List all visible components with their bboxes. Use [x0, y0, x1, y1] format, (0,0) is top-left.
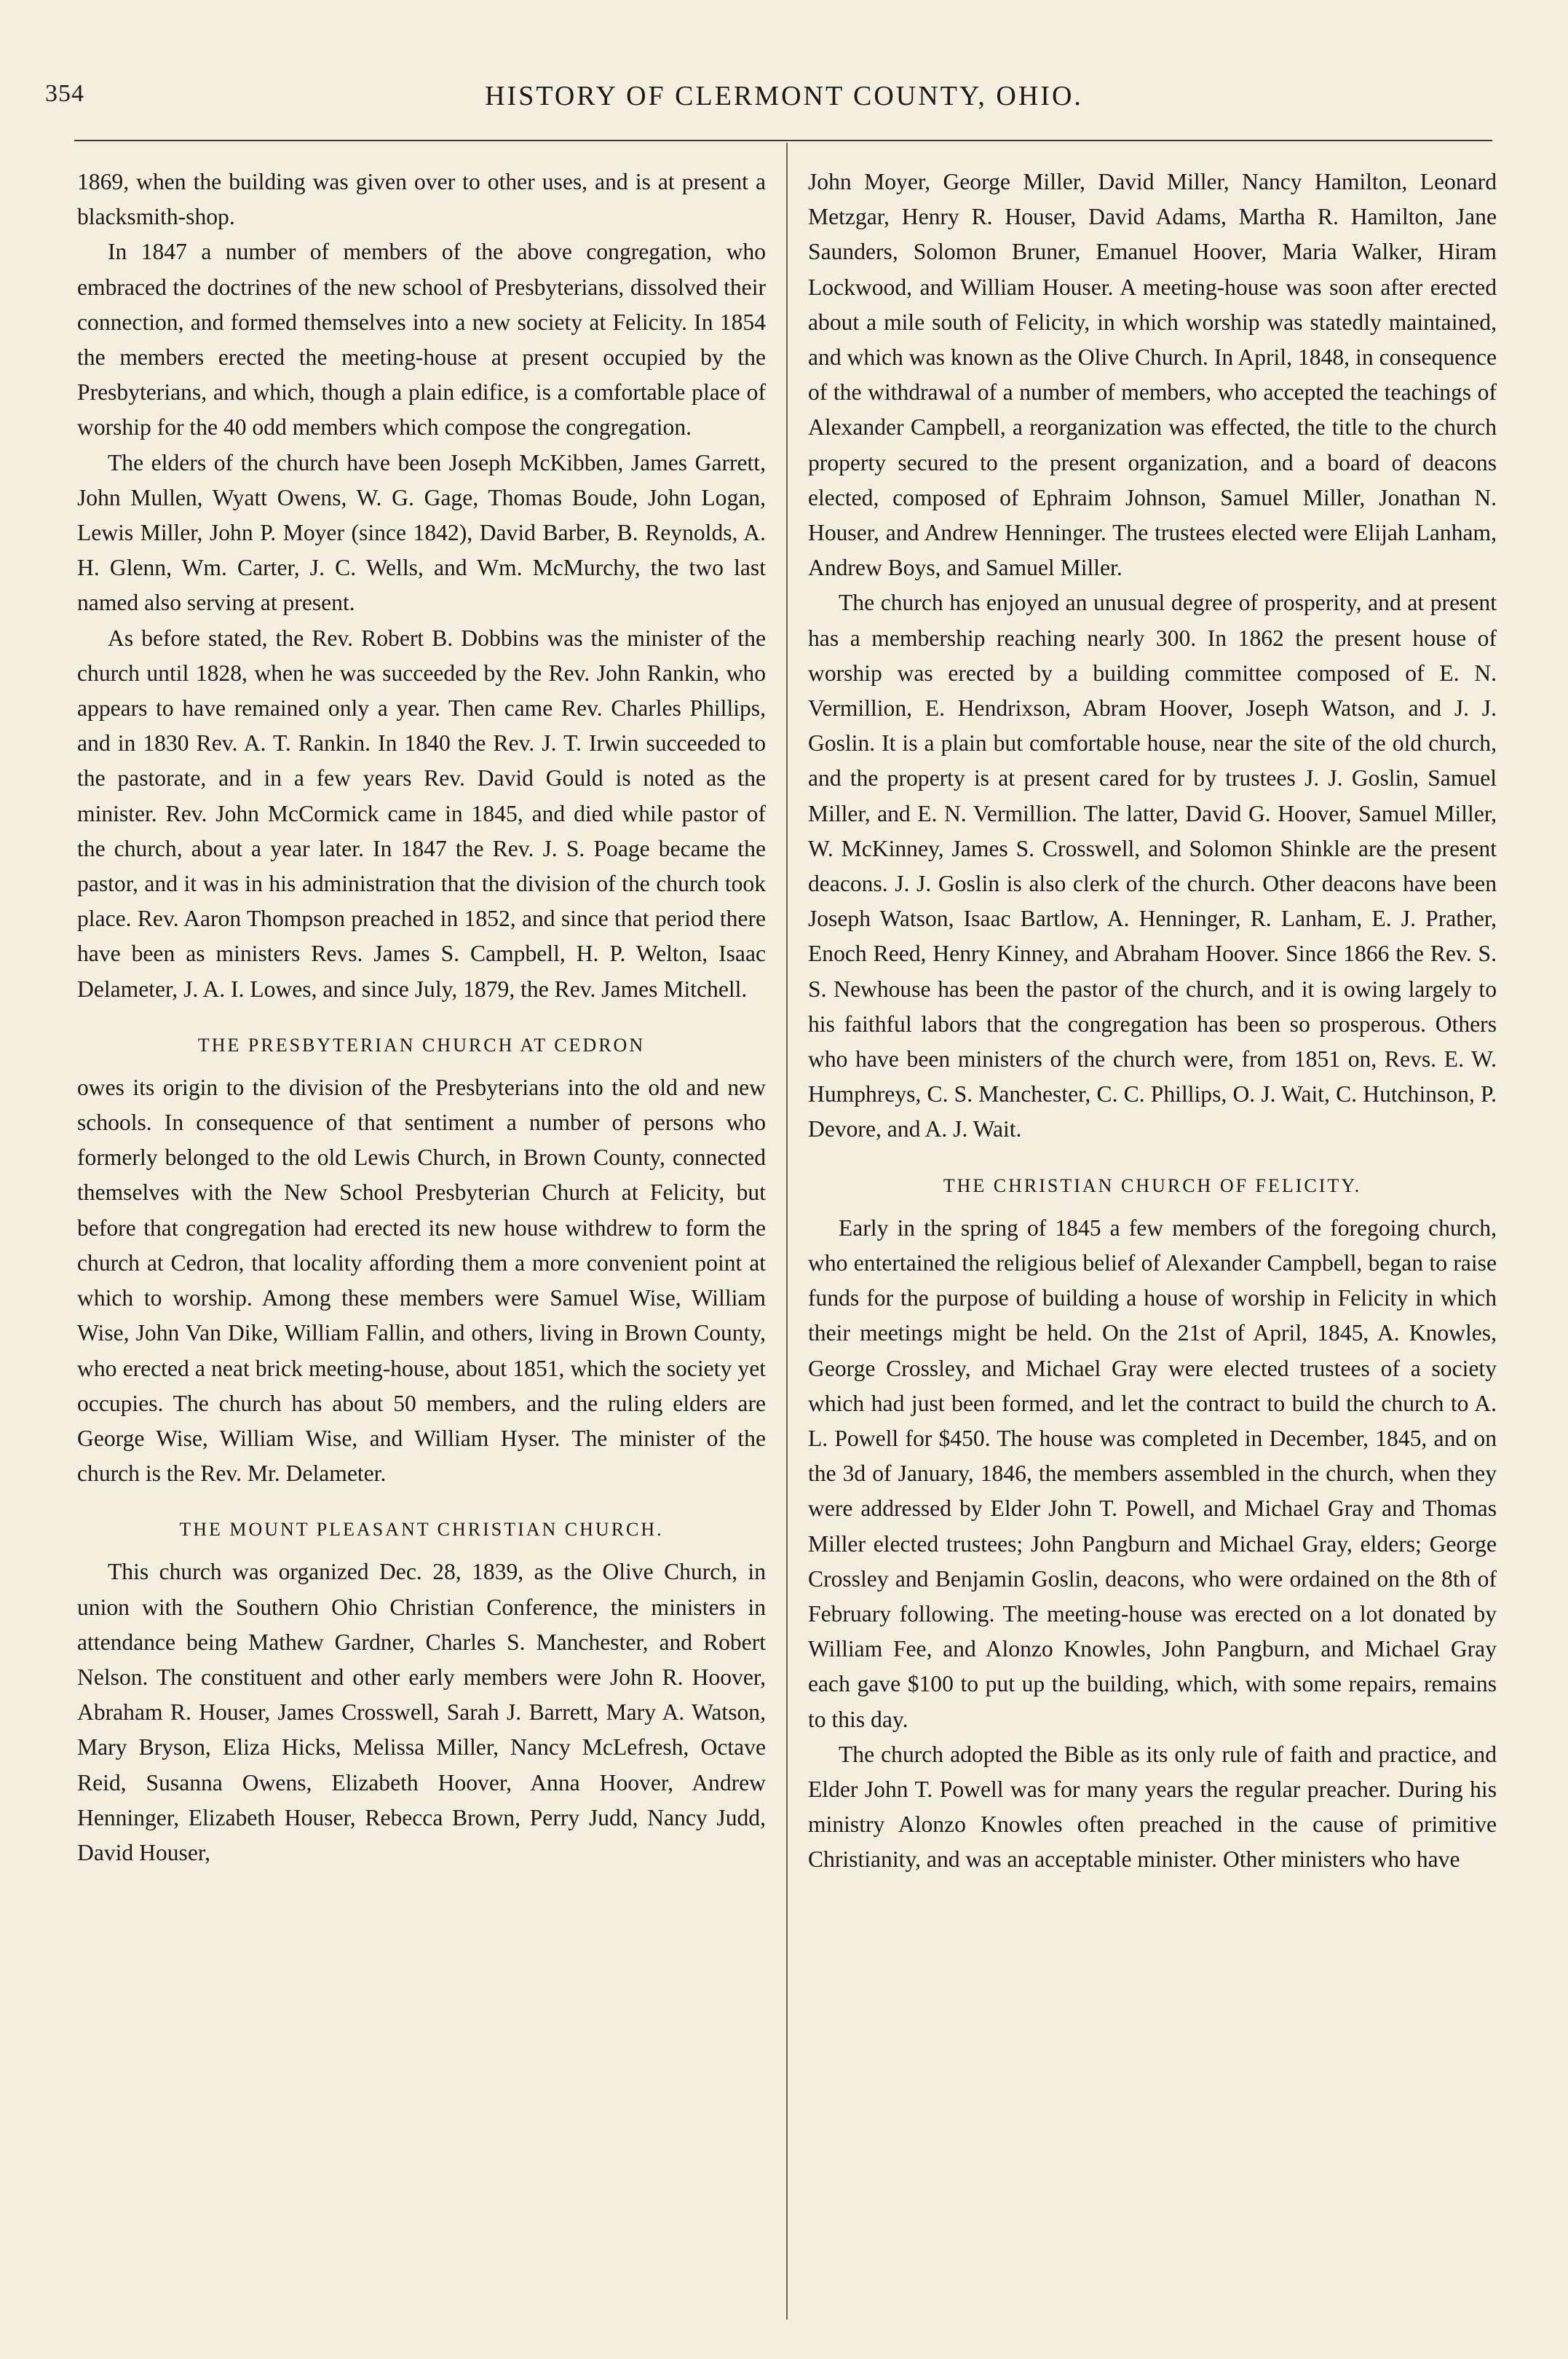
section-heading: THE CHRISTIAN CHURCH OF FELICITY. [943, 1174, 1362, 1196]
paragraph: Early in the spring of 1845 a few members of the foregoing church, who entertained the religious belief of Alexander Campbell, began to raise funds for the purpose of building a house of worship in Felicity in which their meetings might be held. On the 21st of April, 1845, A. Knowles, George Crossley, and Michael Gray were elected trustees of a society which had just been formed, and let the contract to build the church to A. L. Powell for $450. The house was completed in December, 1845, and on the 3d of January, 1846, the members assembled in the church, when they were addressed by Elder John T. Powell, and Michael Gray and Thomas Miller elected trustees; John Pangburn and Michael Gray, elders; George Crossley and Benjamin Goslin, deacons, who were ordained on the 8th of February following. The meeting-house was erected on a lot donated by William Fee, and Alonzo Knowles, John Pangburn, and Michael Gray each gave $100 to put up the building, which, with some repairs, remains to this day. [808, 1214, 1497, 1732]
paragraph: As before stated, the Rev. Robert B. Dobbins was the minister of the church until 1828, when he was succeeded by the Rev. John Rankin, who appears to have remained only a year. Then came Rev. Charles Phillips, and in 1830 Rev. A. T. Rankin. In 1840 the Rev. J. T. Irwin succeeded to the pastorate, and in a few years Rev. David Gould is noted as the minister. Rev. John McCormick came in 1845, and died while pastor of the church, about a year later. In 1847 the Rev. J. S. Poage became the pastor, and it was in his administration that the division of the church took place. Rev. Aaron Thompson preached in 1852, and since that period there have been as ministers Revs. James S. Campbell, H. P. Welton, Isaac Delameter, J. A. I. Lowes, and since July, 1879, the Rev. James Mitchell. [77, 625, 766, 1002]
paragraph: This church was organized Dec. 28, 1839, as the Olive Church, in union with the Southern Ohio Christian Conference, the ministers in attendance being Mathew Gardner, Charles S. Manchester, and Robert Nelson. The constituent and other early members were John R. Hoover, Abraham R. Houser, James Crosswell, Sarah J. Barrett, Mary A. Watson, Mary Bryson, Eliza Hicks, Melissa Miller, Nancy McLefresh, Octave Reid, Susanna Owens, Elizabeth Hoover, Anna Hoover, Andrew Henninger, Elizabeth Houser, Rebecca Brown, Perry Judd, Nancy Judd, David Houser, [77, 1559, 766, 1865]
column-divider [786, 143, 788, 2320]
paragraph: The elders of the church have been Joseph McKibben, James Garrett, John Mullen, Wyatt Owens, W. G. Gage, Thomas Boude, John Logan, Lewis Miller, John P. Moyer (since 1842), David Barber, B. Reynolds, A. H. Glenn, Wm. Carter, J. C. Wells, and Wm. McMurchy, the two last named also serving at present. [77, 449, 766, 616]
right-column [808, 165, 1497, 1878]
paragraph: 1869, when the building was given over to other uses, and is at present a blacksmith-shop. [77, 169, 766, 230]
page-header [45, 80, 1523, 121]
header-rule [74, 140, 1492, 141]
paragraph: The church has enjoyed an unusual degree of prosperity, and at present has a membership reaching nearly 300. In 1862 the present house of worship was erected by a building committee composed of E. N. Vermillion, E. Hendrixson, Abram Hoover, Joseph Watson, and J. J. Goslin. It is a plain but comfortable house, near the site of the old church, and the property is at present cared for by trustees J. J. Goslin, Samuel Miller, and E. N. Vermillion. The latter, David G. Hoover, Samuel Miller, W. McKinney, James S. Crosswell, and Solomon Shinkle are the present deacons. J. J. Goslin is also clerk of the church. Other deacons have been Joseph Watson, Isaac Bartlow, A. Henninger, R. Lanham, E. J. Prather, Enoch Reed, Henry Kinney, and Abraham Hoover. Since 1866 the Rev. S. S. Newhouse has been the pastor of the church, and it is owing largely to his faithful labors that the congregation has been so prosperous. Others who have been ministers of the church were, from 1851 on, Revs. E. W. Humphreys, C. S. Manchester, C. C. Phillips, O. J. Wait, C. Hutchinson, P. Devore, and A. J. Wait. [808, 590, 1497, 1142]
paragraph: John Moyer, George Miller, David Miller, Nancy Hamilton, Leonard Metzgar, Henry R. Houser, David Adams, Martha R. Hamilton, Jane Saunders, Solomon Bruner, Emanuel Hoover, Maria Walker, Hiram Lockwood, and William Houser. A meeting-house was soon after erected about a mile south of Felicity, in which worship was statedly maintained, and which was known as the Olive Church. In April, 1848, in consequence of the withdrawal of a number of members, who accepted the teachings of Alexander Campbell, a reorganization was effected, the title to the church property secured to the present organization, and a board of deacons elected, composed of Ephraim Johnson, Samuel Miller, Jonathan N. Houser, and Andrew Henninger. The trustees elected were Elijah Lanham, Andrew Boys, and Samuel Miller. [808, 169, 1497, 581]
section-heading: THE PRESBYTERIAN CHURCH AT CEDRON [197, 1034, 646, 1056]
paragraph: The church adopted the Bible as its only rule of faith and practice, and Elder John T. Powell was for many years the regular preacher. During his ministry Alonzo Knowles often preached in the cause of primitive Christianity, and was an acceptable minister. Other ministers who have [808, 1741, 1497, 1873]
left-column [77, 165, 766, 1870]
paragraph: owes its origin to the division of the Presbyterians into the old and new schools. In consequence of that sentiment a number of persons who formerly belonged to the old Lewis Church, in Brown County, connected themselves with the New School Presbyterian Church at Felicity, but before that congregation had erected its new house withdrew to form the church at Cedron, that locality affording them a more convenient point at which to worship. Among these members were Samuel Wise, William Wise, John Van Dike, William Fallin, and others, living in Brown County, who erected a neat brick meeting-house, about 1851, which the society yet occupies. The church has about 50 members, and the ruling elders are George Wise, William Wise, and William Hyser. The minister of the church is the Rev. Mr. Delameter. [77, 1074, 766, 1487]
page-number: 354 [45, 80, 84, 107]
running-head: HISTORY OF CLERMONT COUNTY, OHIO. [485, 81, 1083, 111]
section-heading: THE MOUNT PLEASANT CHRISTIAN CHURCH. [179, 1519, 664, 1541]
paragraph: In 1847 a number of members of the above congregation, who embraced the doctrines of the new school of Presbyterians, dissolved their connection, and formed themselves into a new society at Felicity. In 1854 the members erected the meeting-house at present occupied by the Presbyterians, and which, though a plain edifice, is a comfortable place of worship for the 40 odd members which compose the congregation. [77, 239, 766, 440]
